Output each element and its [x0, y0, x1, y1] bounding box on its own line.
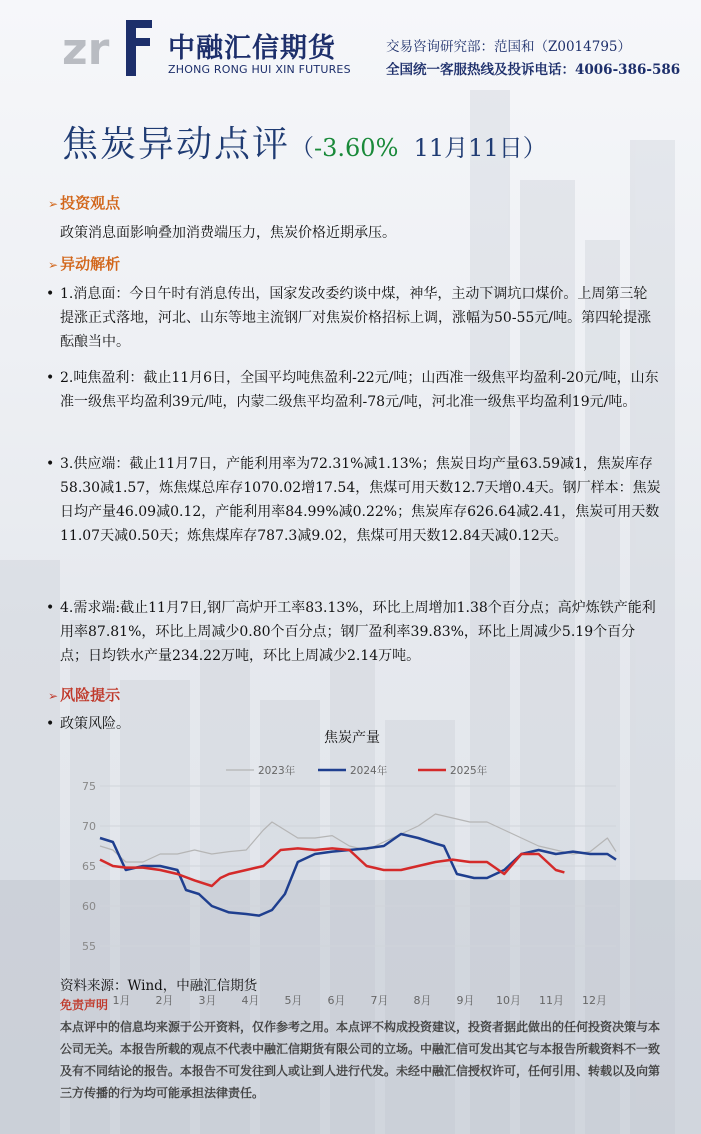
data-source: 资料来源：Wind，中融汇信期货 — [60, 978, 258, 994]
x-tick-label: 3月 — [198, 994, 217, 1007]
legend-label: 2024年 — [350, 765, 388, 777]
x-tick-label: 8月 — [413, 994, 432, 1007]
x-tick-label: 1月 — [112, 994, 131, 1007]
y-tick-label: 75 — [82, 780, 96, 793]
disclaimer-text: 本点评中的信息均来源于公开资料，仅作参考之用。本点评不构成投资建议，投资者据此做出的任何投资决策与本公司无关。本报告所载的观点不代表中融汇信期货有限公司的立场。中融汇信可发出其它与本报告所载资料不一致及有不同结论的报告。本报告不可发往到人或让到人进行代发。未经中融汇信授权许可，任何引用、转载以及向第三方传播的行为均可能承担法律责任。 — [60, 1020, 661, 1100]
logo-english-name: ZHONG RONG HUI XIN FUTURES — [168, 63, 351, 76]
list-item-text: 2.吨焦盈利：截止11月6日，全国平均吨焦盈利-22元/吨；山西准一级焦平均盈利-20元/吨，山东准一级焦平均盈利39元/吨，内蒙二级焦平均盈利-78元/吨，河北准一级焦平均盈利19元/吨。 — [60, 370, 659, 410]
x-tick-label: 6月 — [327, 994, 346, 1007]
view-text: 政策消息面影响叠加消费端压力，焦炭价格近期承压。 — [60, 225, 396, 241]
list-item-text: 1.消息面：今日午时有消息传出，国家发改委约谈中煤，神华，主动下调坑口煤价。上周第三轮提涨正式落地，河北、山东等地主流钢厂对焦炭价格招标上调，涨幅为50-55元/吨。第四轮提涨酝酿当中。 — [60, 286, 652, 350]
bullet-dot-icon: • — [46, 600, 55, 616]
x-tick-label: 10月 — [496, 994, 521, 1007]
risk-text: 政策风险。 — [60, 716, 130, 732]
title-paren-open: （ — [290, 134, 315, 162]
title-main: 焦炭异动点评 — [62, 124, 291, 165]
bullet-dot-icon: • — [46, 456, 55, 472]
arrow-right-icon: ➢ — [48, 689, 59, 703]
y-tick-label: 70 — [82, 820, 96, 833]
list-item — [46, 366, 661, 414]
coke-output-chart — [56, 728, 656, 1008]
chart-title: 焦炭产量 — [324, 730, 380, 746]
x-tick-label: 7月 — [370, 994, 389, 1007]
arrow-right-icon: ➢ — [48, 197, 59, 211]
bullet-dot-icon: • — [46, 716, 55, 732]
title-paren-close: ） — [522, 134, 547, 162]
legend-label: 2025年 — [450, 765, 488, 777]
header-contact — [386, 36, 680, 82]
disclaimer-heading: 免责声明 — [60, 998, 109, 1012]
x-tick-label: 12月 — [582, 994, 607, 1007]
y-tick-label: 55 — [82, 940, 96, 953]
y-tick-label: 65 — [82, 860, 96, 873]
company-logo — [60, 12, 380, 82]
hotline: 全国统一客服热线及投诉电话：4006-386-586 — [386, 62, 681, 78]
title-date: 11月11日 — [413, 134, 523, 162]
list-item — [46, 452, 661, 548]
logo-chinese-name: 中融汇信期货 — [168, 33, 336, 64]
bullet-dot-icon: • — [46, 370, 55, 386]
y-tick-label: 60 — [82, 900, 96, 913]
list-item-text: 4.需求端:截止11月7日,钢厂高炉开工率83.13%，环比上周增加1.38个百分点；高炉炼铁产能利用率87.81%，环比上周减少0.80个百分点；钢厂盈利率39.83%，环比上周减少5.19个百分点；日均铁水产量234.22万吨，环比上周减少2.14万吨。 — [60, 600, 656, 664]
arrow-right-icon: ➢ — [48, 258, 59, 272]
x-tick-label: 5月 — [284, 994, 303, 1007]
x-tick-label: 4月 — [241, 994, 260, 1007]
legend-label: 2023年 — [258, 765, 296, 777]
dept-line: 交易咨询研究部：范国和（Z0014795） — [386, 39, 632, 55]
x-tick-label: 2月 — [155, 994, 174, 1007]
list-item — [46, 596, 661, 668]
price-change: -3.60% — [314, 134, 399, 162]
page-title — [62, 116, 547, 167]
list-item — [46, 282, 661, 354]
logo-mark-icon — [60, 12, 160, 78]
section-heading-analysis: ➢ 异动解析 — [48, 255, 121, 273]
section-heading-risk: ➢ 风险提示 — [48, 686, 121, 704]
x-tick-label: 9月 — [456, 994, 475, 1007]
list-item-text: 3.供应端：截止11月7日，产能利用率为72.31%减1.13%；焦炭日均产量63.59减1，焦炭库存58.30减1.57，炼焦煤总库存1070.02增17.54，焦煤可用天数12.7天增0.4天。钢厂样本：焦炭日均产量46.09减0.12，产能利用率84.99%减0.22%；焦炭库存626.64减2.41，焦炭可用天数11.07天减0.50天；炼焦煤库存787.3减9.02，焦煤可用天数12.84天减0.12天。 — [60, 456, 661, 544]
x-tick-label: 11月 — [539, 994, 564, 1007]
section-heading-view: ➢ 投资观点 — [48, 194, 121, 212]
bullet-dot-icon: • — [46, 286, 55, 302]
svg-text:zr: zr — [62, 24, 110, 75]
